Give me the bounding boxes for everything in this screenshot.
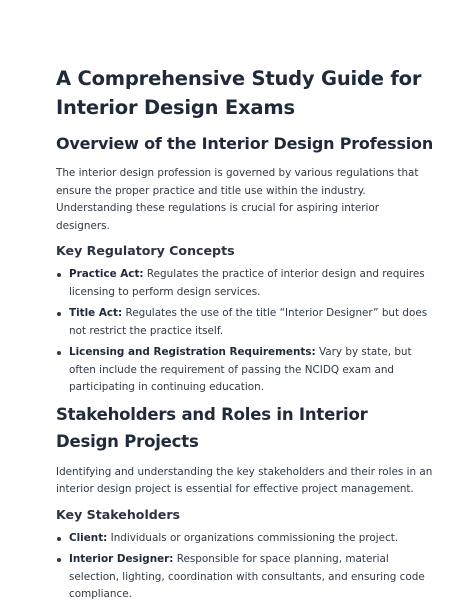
list-item — [56, 551, 434, 604]
section-intro: The interior design profession is governed by various regulations that ensure the proper practice and title use within the industry. Understanding these regulations is crucial for aspiring interior designers. — [56, 167, 419, 232]
list-item — [56, 305, 434, 340]
list-item-term: Practice Act: — [69, 268, 144, 280]
list-item-text: Individuals or organizations commissioning the project. — [107, 531, 399, 544]
list-item — [56, 266, 434, 301]
list-item-term: Interior Designer: — [69, 553, 174, 565]
bullet-icon — [57, 351, 61, 355]
list-item-term: Title Act: — [69, 307, 123, 319]
list-item-term: Client: — [69, 531, 108, 544]
section-profession-overview — [56, 132, 434, 397]
document-page — [56, 64, 434, 608]
section-intro: Identifying and understanding the key stakeholders and their roles in an interior design project is essential for effective project management. — [56, 465, 433, 495]
list-item-text: Responsible for space planning, material selection, lighting, coordination with consultants, and ensuring code compliance. — [69, 553, 425, 600]
bullet-icon — [57, 537, 61, 541]
list-item-text: Vary by state, but often include the requirement of passing the NCIDQ exam and participating in continuing education. — [69, 346, 412, 393]
list-item — [56, 344, 434, 397]
subsection-heading: Key Regulatory Concepts — [56, 243, 235, 258]
bullet-icon — [57, 273, 61, 277]
list-item — [56, 530, 434, 548]
bullet-list — [56, 266, 434, 397]
list-item-text: Regulates the practice of interior design and requires licensing to perform design services. — [69, 268, 425, 298]
bullet-icon — [57, 558, 61, 562]
section-heading: Overview of the Interior Design Profession — [56, 134, 434, 153]
subsection-heading: Key Stakeholders — [56, 506, 181, 522]
list-item-text: Regulates the use of the title “Interior Designer” but does not restrict the practice itself. — [69, 307, 428, 337]
bullet-list — [56, 530, 434, 604]
bullet-icon — [57, 312, 61, 316]
document-title: A Comprehensive Study Guide for Interior Design Exams — [56, 67, 422, 119]
section-heading: Stakeholders and Roles in Interior Design Projects — [56, 404, 368, 451]
section-stakeholders — [56, 401, 434, 604]
list-item-term: Licensing and Registration Requirements: — [69, 346, 316, 358]
